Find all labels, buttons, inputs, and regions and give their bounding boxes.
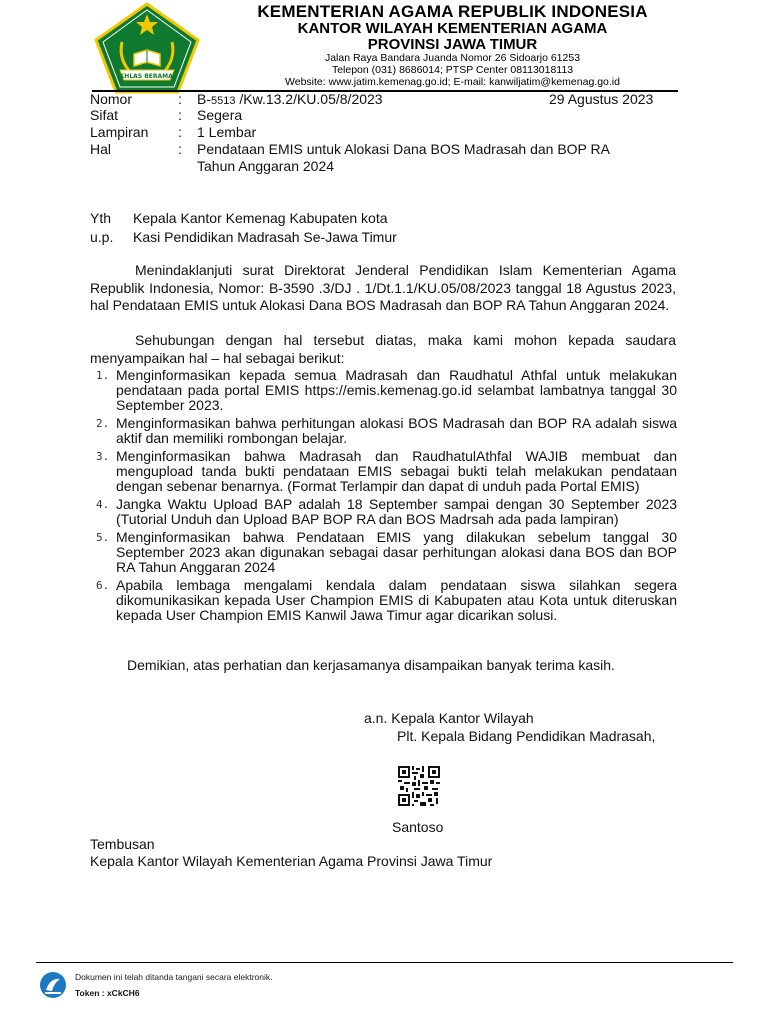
tembusan-title: Tembusan [90, 836, 155, 852]
body-paragraph-2: Sehubungan dengan hal tersebut diatas, maka kami mohon kepada saudara menyampaikan hal – hal sebagai berikut: [90, 332, 676, 366]
e-signature-note: Dokumen ini telah ditanda tangani secara elektronik. [75, 972, 273, 982]
bsre-signature-icon [38, 970, 68, 1000]
list-number: 4. [96, 498, 110, 511]
letter-date: 29 Agustus 2023 [549, 91, 654, 107]
nomor-number: 5513 [211, 95, 236, 107]
list-text: Jangka Waktu Upload BAP adalah 18 September sampai dengan 30 September 2023 (Tutorial Unduh dan Upload BAP BOP RA dan BOS Madrsah ada pada lampiran) [116, 496, 677, 527]
kemenag-logo [94, 2, 200, 94]
province-name: PROVINSI JAWA TIMUR [367, 36, 538, 53]
signer-name: Santoso [392, 819, 444, 835]
office-name: KANTOR WILAYAH KEMENTERIAN AGAMA [297, 20, 608, 37]
list-text: Menginformasikan bahwa perhitungan alokasi BOS Madrasah dan BOP RA adalah siswa aktif dan memiliki rombongan belajar. [116, 415, 677, 446]
list-number: 2. [96, 417, 110, 430]
nomor-prefix: B- [197, 91, 211, 107]
nomor-rest: /Kw.13.2/KU.05/8/2023 [235, 91, 383, 107]
logo-motto: IKHLAS BERAMAL [117, 73, 177, 80]
list-item [90, 578, 677, 623]
list-number: 6. [96, 579, 110, 592]
closing-sentence: Demikian, atas perhatian dan kerjasamanya disampaikan banyak terima kasih. [127, 657, 615, 673]
hal-colon: : [178, 141, 182, 157]
lampiran-label: Lampiran [90, 124, 149, 140]
yth-label: Yth [90, 210, 112, 226]
office-website: Website: www.jatim.kemenag.go.id; E-mail: kanwiljatim@kemenag.go.id [285, 76, 620, 88]
list-number: 1. [96, 369, 110, 382]
tembusan-item: Kepala Kantor Wilayah Kementerian Agama Provinsi Jawa Timur [90, 853, 493, 869]
list-item [90, 368, 677, 413]
list-item [90, 449, 677, 494]
office-address: Jalan Raya Bandara Juanda Nomor 26 Sidoarjo 61253 [324, 52, 581, 64]
list-text: Menginformasikan bahwa Pendataan EMIS yang dilakukan sebelum tanggal 30 September 2023 akan digunakan sebagai dasar perhitungan alokasi dana BOS dan BOP RA Tahun Anggaran 2024 [116, 529, 677, 575]
hal-line2: Tahun Anggaran 2024 [197, 158, 335, 174]
ministry-name: KEMENTERIAN AGAMA REPUBLIK INDONESIA [257, 2, 648, 21]
up-value: Kasi Pendidikan Madrasah Se-Jawa Timur [133, 229, 397, 245]
sifat-value: Segera [197, 107, 243, 123]
list-item [90, 530, 677, 575]
list-text: Menginformasikan bahwa Madrasah dan RaudhatulAthfal WAJIB membuat dan mengupload tanda bukti pendataan EMIS sebagai bukti telah melakukan pendataan dengan sebenar benarnya. (Format Terlampir dan dapat di unduh pada Portal EMIS) [116, 448, 677, 494]
lampiran-colon: : [178, 124, 182, 140]
body-paragraph-1: Menindaklanjuti surat Direktorat Jenderal Pendidikan Islam Kementerian Agama Republik Indonesia, Nomor: B-3590 .3/DJ . 1/Dt.1.1/KU.05/08/2023 tanggal 18 Agustus 2023, hal Pendataan EMIS untuk Alokasi Dana BOS Madrasah dan BOP RA Tahun Anggaran 2024. [90, 262, 676, 313]
yth-value: Kepala Kantor Kemenag Kabupaten kota [133, 210, 388, 226]
up-label: u.p. [90, 229, 114, 245]
hal-line1: Pendataan EMIS untuk Alokasi Dana BOS Madrasah dan BOP RA [197, 141, 610, 157]
sifat-colon: : [178, 107, 182, 123]
office-phone: Telepon (031) 8686014; PTSP Center 08113018113 [331, 64, 574, 76]
qr-code-icon [398, 766, 440, 806]
nomor-label: Nomor [90, 91, 133, 107]
list-text: Menginformasikan kepada semua Madrasah dan Raudhatul Athfal untuk melakukan pendataan pada portal EMIS https://emis.kemenag.go.id selambat lambatnya tanggal 30 September 2023. [116, 367, 677, 413]
hal-label: Hal [90, 141, 112, 157]
sifat-label: Sifat [90, 107, 119, 123]
list-item [90, 497, 677, 527]
list-number: 3. [96, 450, 110, 463]
footer-divider [36, 962, 733, 963]
list-item [90, 416, 677, 446]
e-signature-token: Token : xCkCH6 [75, 988, 140, 998]
signature-title-2: Plt. Kepala Bidang Pendidikan Madrasah, [397, 728, 656, 744]
lampiran-value: 1 Lembar [197, 124, 257, 140]
list-text: Apabila lembaga mengalami kendala dalam pendataan siswa silahkan segera dikomunikasikan kepada User Champion EMIS di Kabupaten atau Kota untuk diteruskan kepada User Champion EMIS Kanwil Jawa Timur agar dicarikan solusi. [116, 577, 677, 623]
list-number: 5. [96, 531, 110, 544]
nomor-colon: : [178, 91, 182, 107]
signature-title-1: a.n. Kepala Kantor Wilayah [364, 710, 534, 726]
instruction-list [90, 368, 677, 626]
